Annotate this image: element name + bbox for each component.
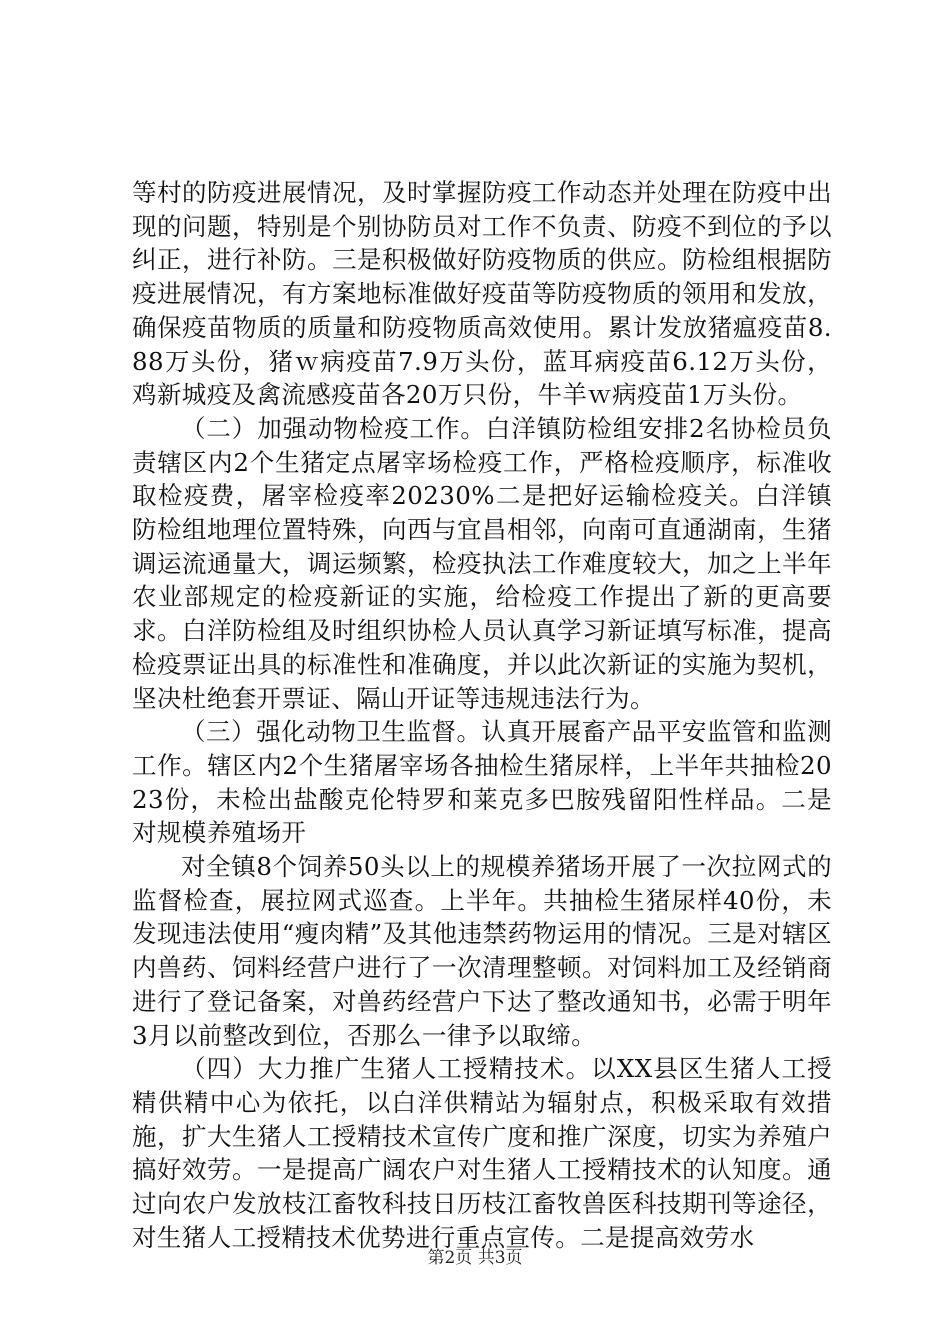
paragraph-animal-quarantine: （二）加强动物检疫工作。白洋镇防检组安排2名协检员负责辖区内2个生猪定点屠宰场检疫工作，严格检疫顺序，标准收取检疫费，屠宰检疫率20230%二是把好运输检疫关。白洋镇防检组地理位置特殊，向西与宜昌相邻，向南可直通湖南，生猪调运流通量大，调运频繁，检疫执法工作难度较大，加之上半年农业部规定的检疫新证的实施，给检疫工作提出了新的更高要求。白洋防检组及时组织协检人员认真学习新证填写标准，提高检疫票证出具的标准性和准确度，并以此次新证的实施为契机，坚决杜绝套开票证、隔山开证等违规违法行为。 <box>132 413 832 713</box>
page-footer: 第2页 共3页 <box>427 1248 523 1268</box>
paragraph-animal-health-supervision: （三）强化动物卫生监督。认真开展畜产品平安监管和监测工作。辖区内2个生猪屠宰场各抽检生猪尿样，上半年共抽检2023份，未检出盐酸克伦特罗和莱克多巴胺残留阳性样品。二是对规模养殖场开 <box>132 717 832 848</box>
paragraph-farm-inspection: 对全镇8个饲养50头以上的规模养猪场开展了一次拉网式的监督检查，展拉网式巡查。上半年。共抽检生猪尿样40份，未发现违法使用“瘦肉精”及其他违禁药物运用的情况。三是对辖区内兽药、饲料经营户进行了一次清理整顿。对饲料加工及经销商进行了登记备案，对兽药经营户下达了整改通知书，必需于明年3月以前整改到位，否那么一律予以取缔。 <box>132 852 832 1050</box>
paragraph-epidemic-prevention: 等村的防疫进展情况，及时掌握防疫工作动态并处理在防疫中出现的问题，特别是个别协防员对工作不负责、防疫不到位的予以纠正，进行补防。三是积极做好防疫物质的供应。防检组根据防疫进展情况，有方案地标准做好疫苗等防疫物质的领用和发放，确保疫苗物质的质量和防疫物质高效使用。累计发放猪瘟疫苗8.88万头份，猪ｗ病疫苗7.9万头份，蓝耳病疫苗6.12万头份，鸡新城疫及禽流感疫苗各20万只份，牛羊ｗ病疫苗1万头份。 <box>132 178 832 410</box>
paragraph-artificial-insemination: （四）大力推广生猪人工授精技术。以XX县区生猪人工授精供精中心为依托，以白洋供精站为辐射点，积极采取有效措施，扩大生猪人工授精技术宣传广度和推广深度，切实为养殖户搞好效劳。一是提高广阔农户对生猪人工授精技术的认知度。通过向农户发放枝江畜牧科技日历枝江畜牧兽医科技期刊等途径，对生猪人工授精技术优势进行重点宣传。二是提高效劳水 <box>132 1054 832 1252</box>
document-body <box>132 176 832 1255</box>
